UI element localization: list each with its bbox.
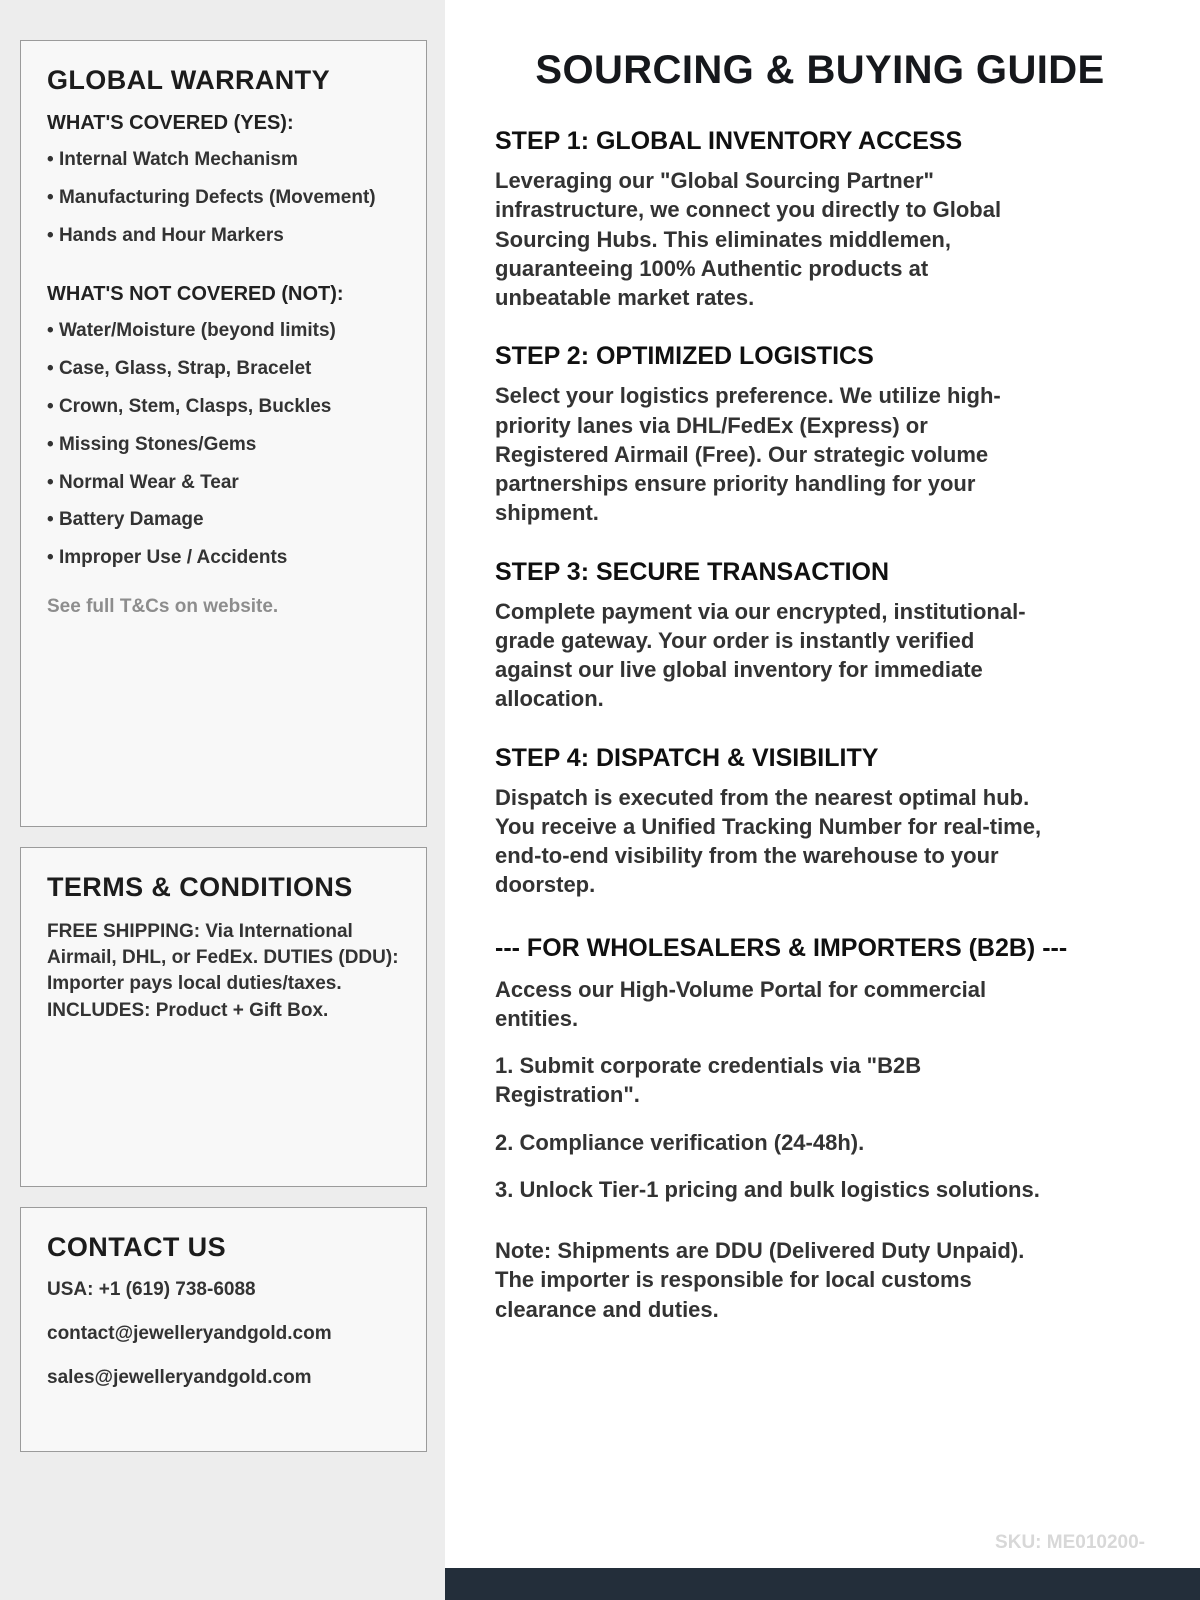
not-covered-list: [47, 320, 400, 570]
step-1-body: Leveraging our "Global Sourcing Partner" infrastructure, we connect you directly to Global Sourcing Hubs. This eliminates middlemen, guaranteeing 100% Authentic products at unbeatable market rates.: [495, 168, 1002, 310]
list-item: • Missing Stones/Gems: [47, 434, 400, 457]
page-title: SOURCING & BUYING GUIDE: [535, 48, 1105, 92]
contact-phone: USA: +1 (619) 738-6088: [47, 1279, 256, 1300]
b2b-step-1: 1. Submit corporate credentials via "B2B Registration".: [495, 1053, 922, 1108]
list-item: • Internal Watch Mechanism: [47, 149, 400, 172]
step-3-heading: STEP 3: SECURE TRANSACTION: [495, 557, 890, 586]
step-1-heading: STEP 1: GLOBAL INVENTORY ACCESS: [495, 127, 963, 155]
list-item: • Battery Damage: [47, 509, 400, 532]
covered-list: [47, 149, 400, 247]
list-item: • Improper Use / Accidents: [47, 547, 400, 570]
covered-heading: WHAT'S COVERED (YES):: [47, 112, 294, 134]
info-sidebar: [0, 0, 445, 1600]
b2b-intro: Access our High-Volume Portal for commercial entities.: [495, 976, 987, 1031]
sku-label: SKU: ME010200-: [995, 1532, 1145, 1553]
ddu-note: Note: Shipments are DDU (Delivered Duty Unpaid). The importer is responsible for local customs clearance and duties.: [495, 1238, 1025, 1322]
list-item: • Manufacturing Defects (Movement): [47, 187, 400, 210]
step-2-body: Select your logistics preference. We utilize high-priority lanes via DHL/FedEx (Express) or Registered Airmail (Free). Our strategic volume partnerships ensure priority handling for your shipment.: [495, 383, 1001, 526]
step-2-heading: STEP 2: OPTIMIZED LOGISTICS: [495, 342, 874, 371]
not-covered-heading: WHAT'S NOT COVERED (NOT):: [47, 283, 344, 306]
footer-bar: [445, 1568, 1200, 1600]
step-4-body: Dispatch is executed from the nearest optimal hub. You receive a Unified Tracking Number for real-time, end-to-end visibility from the warehouse to your doorstep.: [495, 784, 1042, 898]
list-item: • Hands and Hour Markers: [47, 225, 400, 248]
contact-section: [20, 1207, 427, 1452]
contact-email: contact@jewelleryandgold.com: [47, 1323, 332, 1344]
list-item: • Case, Glass, Strap, Bracelet: [47, 358, 400, 381]
terms-title: TERMS & CONDITIONS: [47, 872, 353, 902]
list-item: • Crown, Stem, Clasps, Buckles: [47, 396, 400, 419]
step-4-heading: STEP 4: DISPATCH & VISIBILITY: [495, 743, 879, 772]
terms-section: [20, 847, 427, 1187]
b2b-heading: --- FOR WHOLESALERS & IMPORTERS (B2B) ---: [495, 933, 1068, 962]
list-item: • Normal Wear & Tear: [47, 472, 400, 495]
warranty-title: GLOBAL WARRANTY: [47, 65, 330, 95]
warranty-section: [20, 40, 427, 827]
step-3-body: Complete payment via our encrypted, institutional-grade gateway. Your order is instantly verified against our live global inventory for immediate allocation.: [495, 598, 1026, 712]
warranty-footnote: See full T&Cs on website.: [47, 595, 279, 617]
contact-title: CONTACT US: [47, 1232, 226, 1262]
sales-email: sales@jewelleryandgold.com: [47, 1367, 312, 1388]
terms-body: FREE SHIPPING: Via International Airmail, DHL, or FedEx. DUTIES (DDU): Importer pays local duties/taxes. INCLUDES: Product + Gift Box.: [47, 921, 399, 1021]
sourcing-guide: [445, 0, 1200, 1600]
list-item: • Water/Moisture (beyond limits): [47, 320, 400, 343]
b2b-step-2: 2. Compliance verification (24-48h).: [495, 1129, 865, 1155]
b2b-step-3: 3. Unlock Tier-1 pricing and bulk logistics solutions.: [495, 1176, 1040, 1202]
